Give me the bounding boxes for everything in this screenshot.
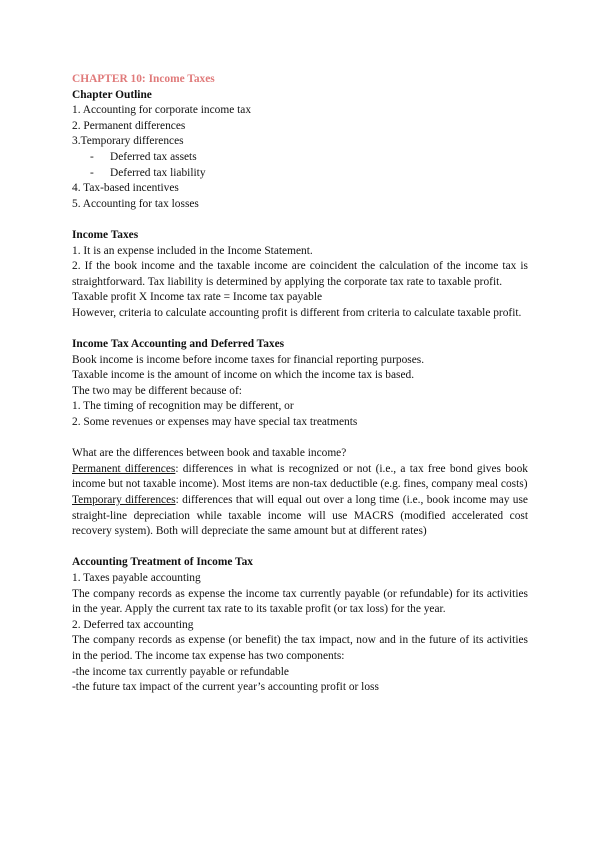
component-line: -the income tax currently payable or refundable <box>72 665 289 678</box>
section-heading-income-taxes: Income Taxes <box>72 228 139 241</box>
paragraph-line: Book income is income before income taxes for financial reporting purposes. <box>72 353 425 366</box>
paragraph: 2. If the book income and the taxable income are coincident the calculation of the income tax is straightforward. Tax liability is determined by applying the corporate tax rate to taxable profit. <box>72 260 528 288</box>
outline-item: 4. Tax-based incentives <box>72 182 179 195</box>
chapter-title: CHAPTER 10: Income Taxes <box>72 73 215 85</box>
permanent-differences-paragraph: Permanent differences: differences in what is recognized or not (i.e., a tax free bond gives book income but not taxable income). Most items are non-tax deductible (e.g. fines, company meal costs) <box>72 462 528 491</box>
component-line: -the future tax impact of the current year’s accounting profit or loss <box>72 681 379 694</box>
permanent-differences-label: Permanent differences <box>72 462 176 475</box>
paragraph: The company records as expense (or benefit) the tax impact, now and in the future of its activities in the period. The income tax expense has two components: <box>72 634 528 662</box>
outline-heading: Chapter Outline <box>72 88 152 101</box>
paragraph: 1. It is an expense included in the Income Statement. <box>72 244 313 257</box>
paragraph: The company records as expense the income tax currently payable (or refundable) for its activities in the year. Apply the current tax rate to its taxable profit (or tax loss) for the year. <box>72 587 528 616</box>
dash-bullet: - <box>90 166 94 179</box>
dash-bullet: - <box>90 150 94 163</box>
paragraph-line: The two may be different because of: <box>72 384 242 397</box>
temporary-differences-label: Temporary differences <box>72 494 176 507</box>
list-item: 2. Deferred tax accounting <box>72 618 194 631</box>
outline-sub-item: - Deferred tax liability <box>72 166 528 182</box>
section-heading-deferred-taxes: Income Tax Accounting and Deferred Taxes <box>72 338 285 351</box>
paragraph-line: Taxable income is the amount of income on which the income tax is based. <box>72 369 415 382</box>
paragraph-line: 2. Some revenues or expenses may have special tax treatments <box>72 416 358 429</box>
outline-item: 2. Permanent differences <box>72 119 186 132</box>
paragraph-line: 1. The timing of recognition may be different, or <box>72 400 294 413</box>
section-heading-accounting-treatment: Accounting Treatment of Income Tax <box>72 556 253 569</box>
question-line: What are the differences between book and taxable income? <box>72 447 347 460</box>
formula-line: Taxable profit X Income tax rate = Income tax payable <box>72 291 323 304</box>
list-item: 1. Taxes payable accounting <box>72 572 201 584</box>
outline-item: 1. Accounting for corporate income tax <box>72 104 252 117</box>
temporary-differences-paragraph: Temporary differences: differences that will equal out over a long time (i.e., book income may use straight-line depreciation while taxable income will use MACRS (modified accelerated cost recovery system). Both will depreciate the same amount but at different rates) <box>72 494 528 538</box>
outline-sub-item: - Deferred tax assets <box>72 150 528 166</box>
outline-item: 3.Temporary differences <box>72 135 184 148</box>
outline-item: 5. Accounting for tax losses <box>72 197 199 210</box>
paragraph: However, criteria to calculate accounting profit is different from criteria to calculate taxable profit. <box>72 306 522 319</box>
